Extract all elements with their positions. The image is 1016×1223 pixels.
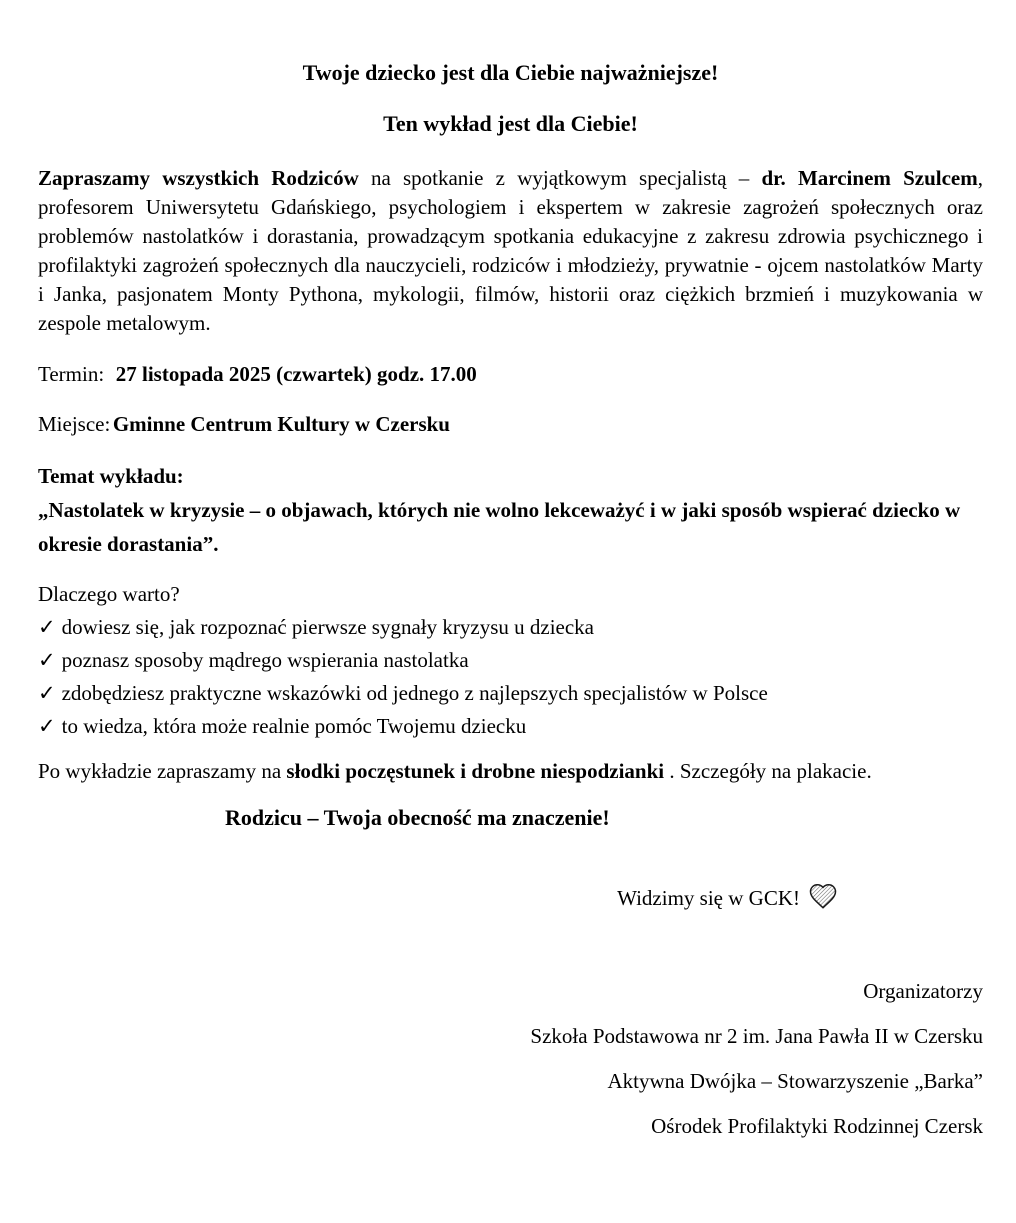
check-icon: ✓ — [38, 714, 56, 738]
lecture-topic-heading: Temat wykładu: — [38, 464, 184, 488]
lecture-topic-block — [38, 459, 983, 561]
benefit-item — [38, 710, 983, 743]
place-line — [38, 410, 983, 439]
after-note-bold: słodki poczęstunek i drobne niespodzianki — [286, 759, 665, 783]
date-label: Termin: — [38, 362, 105, 386]
intro-text-1: na spotkanie z wyjątkowym specjalistą – — [358, 166, 762, 190]
date-line — [38, 360, 983, 389]
check-icon: ✓ — [38, 681, 56, 705]
benefit-item-text: poznasz sposoby mądrego wspierania nastolatka — [61, 648, 469, 672]
after-lecture-note — [38, 755, 983, 787]
benefit-item — [38, 644, 983, 677]
organizers-heading: Organizatorzy — [863, 979, 983, 1003]
place-label: Miejsce: — [38, 412, 111, 436]
after-note-text-2: . Szczegóły na plakacie. — [664, 759, 872, 783]
place-value: Gminne Centrum Kultury w Czersku — [112, 412, 450, 436]
intro-paragraph — [38, 164, 983, 338]
after-note-text-1: Po wykładzie zapraszamy na — [38, 759, 287, 783]
organizers-block — [38, 976, 983, 1141]
intro-bold-speaker: dr. Marcinem Szulcem — [761, 166, 978, 190]
sub-title: Ten wykład jest dla Ciebie! — [383, 111, 638, 136]
intro-text-2: , profesorem Uniwersytetu Gdańskiego, psychologiem i ekspertem w zakresie zagrożeń społecznych oraz problemów nastolatków i dorastania, prowadzącym spotkania edukacyjne z zakresu zdrowia psychicznego i profilaktyki zagrożeń społecznych dla nauczycieli, rodziców i młodzieży, prywatnie - ojcem nastolatków Marty i Janka, pasjonatem Monty Pythona, mykologii, filmów, historii oraz ciężkich brzmień i muzykowania w zespole metalowym. — [38, 166, 983, 335]
benefit-item-text: zdobędziesz praktyczne wskazówki od jednego z najlepszych specjalistów w Polsce — [61, 681, 768, 705]
lecture-topic-title: „Nastolatek w kryzysie – o objawach, których nie wolno lekceważyć i w jaki sposób wspierać dziecko w okresie dorastania”. — [38, 498, 961, 556]
benefit-item — [38, 611, 983, 644]
benefit-item — [38, 677, 983, 710]
organizer-item: Ośrodek Profilaktyki Rodzinnej Czersk — [651, 1114, 983, 1138]
date-value: 27 listopada 2025 (czwartek) godz. 17.00 — [115, 362, 477, 386]
intro-bold-invitation: Zapraszamy wszystkich Rodziców — [38, 166, 359, 190]
organizer-item: Szkoła Podstawowa nr 2 im. Jana Pawła II w Czersku — [530, 1024, 983, 1048]
closing-slogan: Rodzicu – Twoja obecność ma znaczenie! — [225, 805, 610, 830]
check-icon: ✓ — [38, 615, 56, 639]
benefit-item-text: dowiesz się, jak rozpoznać pierwsze sygnały kryzysu u dziecka — [61, 615, 594, 639]
organizer-item: Aktywna Dwójka – Stowarzyszenie „Barka” — [607, 1069, 983, 1093]
main-title: Twoje dziecko jest dla Ciebie najważniejsze! — [302, 60, 719, 85]
benefits-block — [38, 578, 983, 743]
benefit-item-text: to wiedza, która może realnie pomóc Twojemu dziecku — [61, 714, 527, 738]
check-icon: ✓ — [38, 648, 56, 672]
benefits-question: Dlaczego warto? — [38, 582, 180, 606]
see-you-text: Widzimy się w GCK! — [617, 886, 800, 910]
see-you-line — [38, 881, 838, 920]
white-heart-icon — [808, 882, 838, 920]
